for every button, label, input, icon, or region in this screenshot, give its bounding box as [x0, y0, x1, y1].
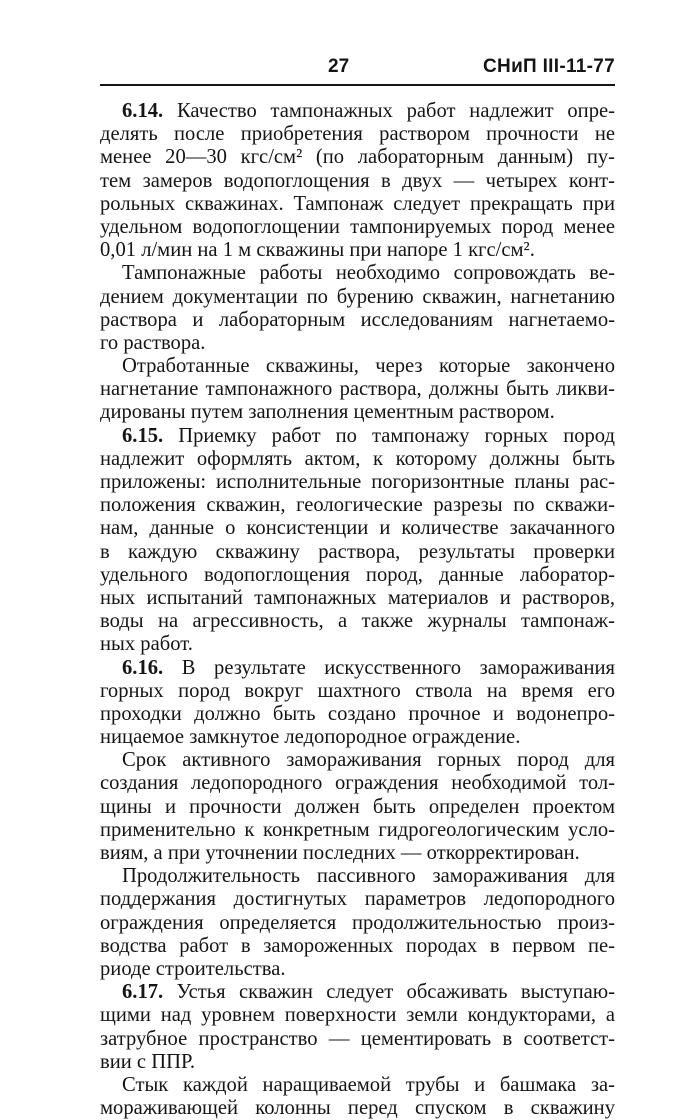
line-text: виям, а при уточнении последних — откорректирован. [100, 842, 580, 864]
clause-number: 6.14. [122, 100, 164, 122]
text-line [100, 726, 615, 749]
text-line [100, 262, 615, 285]
page-number: 27 [328, 56, 350, 77]
line-text: риоде строительства. [100, 957, 286, 980]
text-line [100, 1097, 615, 1120]
text-line [100, 378, 615, 401]
text-line [100, 494, 615, 517]
line-text: щины и прочности должен быть определен проектом [100, 795, 615, 818]
text-line [100, 587, 615, 610]
text-line [100, 772, 615, 795]
line-text: надлежит оформлять актом, к которому должны быть [100, 447, 615, 470]
text-line [100, 355, 615, 378]
line-text: создания ледопородного ограждения необходимой тол- [100, 772, 615, 795]
line-text: Устья скважин следует обсаживать выступаю- [163, 981, 615, 1004]
line-text: дением документации по бурению скважин, нагнетанию [100, 285, 615, 308]
line-text: го раствора. [100, 331, 206, 354]
text-line [100, 332, 615, 355]
text-line [100, 216, 615, 239]
line-text: водства работ в замороженных породах в первом пе- [100, 934, 615, 957]
line-text: поддержания достигнутых параметров ледопородного [100, 888, 615, 911]
text-line [100, 517, 615, 540]
text-line [100, 703, 615, 726]
text-line [100, 749, 615, 772]
line-text: тем замеров водопоглощения в двух — четырех конт- [100, 169, 615, 192]
line-text: Срок активного замораживания горных пород для [122, 749, 615, 772]
text-line [100, 912, 615, 935]
line-text: горных пород вокруг шахтного ствола на время его [100, 679, 615, 702]
line-text: 0,01 л/мин на 1 м скважины при напоре 1 кгс/см². [100, 239, 535, 262]
line-text: удельном водопоглощении тампонируемых пород менее [100, 215, 615, 238]
header-rule [100, 84, 615, 86]
clause-number: 6.17. [122, 981, 164, 1004]
text-line [100, 888, 615, 911]
text-line [100, 981, 615, 1004]
text-line [100, 1028, 615, 1051]
text-line [100, 193, 615, 216]
text-line [100, 657, 615, 680]
line-text: В результате искусственного замораживания [163, 656, 615, 679]
line-text: Стык каждой наращиваемой трубы и башмака за- [122, 1073, 615, 1096]
line-text: нам, данные о консистенции и количестве закачанного [100, 517, 615, 540]
document-body [100, 100, 615, 1120]
text-line [100, 448, 615, 471]
line-text: в каждую скважину раствора, результаты проверки [100, 540, 615, 563]
line-text: удельного водопоглощения пород, данные лаборатор- [100, 563, 615, 586]
text-line [100, 170, 615, 193]
text-line [100, 541, 615, 564]
line-text: Качество тампонажных работ надлежит опре- [163, 100, 615, 122]
text-line [100, 796, 615, 819]
line-text: ных работ. [100, 633, 193, 656]
text-line [100, 958, 615, 981]
text-line [100, 425, 615, 448]
line-text: Отработанные скважины, через которые закончено [122, 355, 615, 378]
text-line [100, 401, 615, 424]
line-text: воды на агрессивность, а также журналы тампонаж- [100, 610, 615, 633]
text-line [100, 100, 615, 123]
line-text: ных испытаний тампонажных материалов и растворов, [100, 586, 615, 609]
text-line [100, 286, 615, 309]
text-line [100, 865, 615, 888]
text-line [100, 1051, 615, 1074]
line-text: мораживающей колонны перед спуском в скважину [100, 1097, 615, 1120]
line-text: приложены: исполнительные погоризонтные планы рас- [100, 471, 615, 493]
line-text: нагнетание тампонажного раствора, должны быть ликви- [100, 378, 615, 401]
text-line [100, 1004, 615, 1027]
line-text: положения скважин, геологические разрезы по скважи- [100, 494, 615, 517]
line-text: Продолжительность пассивного замораживания для [122, 865, 615, 888]
text-line [100, 935, 615, 958]
text-line [100, 633, 615, 656]
line-text: рольных скважинах. Тампонаж следует прекращать при [100, 192, 615, 215]
text-line [100, 471, 615, 494]
line-text: ограждения определяется продолжительностью произ- [100, 911, 615, 934]
text-line [100, 123, 615, 146]
text-line [100, 610, 615, 633]
clause-number: 6.15. [122, 424, 164, 447]
line-text: затрубное пространство — цементировать в соответст- [100, 1027, 615, 1050]
line-text: ницаемое замкнутое ледопородное ограждение. [100, 726, 521, 749]
text-line [100, 239, 615, 262]
text-line [100, 842, 615, 865]
line-text: дированы путем заполнения цементным раствором. [100, 401, 555, 424]
line-text: вии с ППР. [100, 1050, 195, 1073]
text-line [100, 819, 615, 842]
line-text: раствора и лабораторным исследованиям нагнетаемо- [100, 308, 615, 331]
text-line [100, 1074, 615, 1097]
line-text: делять после приобретения раствором прочности не [100, 123, 615, 146]
document-code: СНиП III-11-77 [483, 56, 615, 77]
text-line [100, 564, 615, 587]
line-text: Приемку работ по тампонажу горных пород [163, 424, 615, 447]
line-text: Тампонажные работы необходимо сопровождать ве- [122, 262, 615, 285]
line-text: применительно к конкретным гидрогеологическим усло- [100, 818, 615, 841]
line-text: менее 20—30 кгс/см² (по лабораторным данным) пу- [100, 146, 615, 169]
text-line [100, 680, 615, 703]
line-text: проходки должно быть создано прочное и водонепро- [100, 702, 615, 725]
line-text: щими над уровнем поверхности земли кондукторами, а [100, 1004, 615, 1027]
text-line [100, 309, 615, 332]
text-line [100, 146, 615, 169]
page-header [100, 56, 615, 82]
clause-number: 6.16. [122, 656, 164, 679]
